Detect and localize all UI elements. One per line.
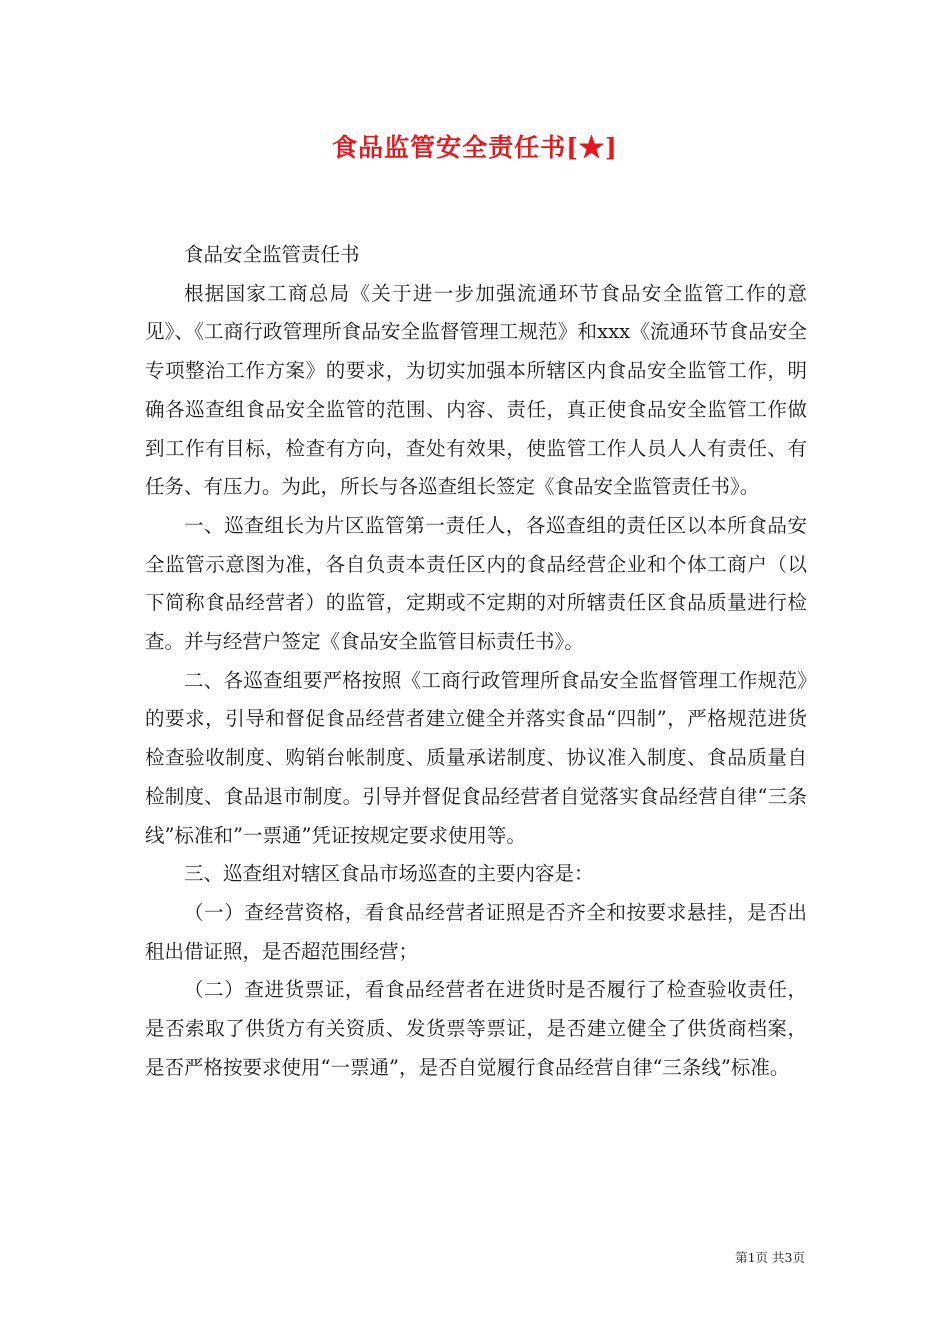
paragraph-item-2: 二、各巡查组要严格按照《工商行政管理所食品安全监督管理工作规范》的要求，引导和督促食品经营者建立健全并落实食品“四制”，严格规范进货检查验收制度、购销台帐制度、质量承诺制度、协议准入制度、食品质量自检制度、食品退市制度。引导并督促食品经营者自觉落实食品经营自律“三条线”标准和”一票通”凭证按规定要求使用等。 [145, 668, 807, 847]
paragraph-item-1: 一、巡查组长为片区监管第一责任人，各巡查组的责任区以本所食品安全监管示意图为准，各自负责本责任区内的食品经营企业和个体工商户（以下简称食品经营者）的监管，定期或不定期的对所辖责任区食品质量进行检查。并与经营户签定《食品安全监管目标责任书》。 [145, 513, 807, 654]
paragraph-subitem-1: （一）查经营资格，看食品经营者证照是否齐全和按要求悬挂，是否出租出借证照，是否超范围经营； [145, 900, 807, 963]
page-number [0, 1248, 805, 1266]
paragraph-item-3: 三、巡查组对辖区食品市场巡查的主要内容是： [184, 862, 594, 886]
page-middle: 页 共 [755, 1250, 785, 1265]
paragraph-intro: 根据国家工商总局《关于进一步加强流通环节食品安全监管工作的意见》、《工商行政管理所食品安全监督管理工规范》和xxx《流通环节食品安全专项整治工作方案》的要求，为切实加强本所辖区内食品安全监管工作，明确各巡查组食品安全监管的范围、内容、责任，真正使食品安全监管工作做到工作有目标，检查有方向，查处有效果，使监管工作人员人人有责任、有任务、有压力。为此，所长与各巡查组长签定《食品安全监管责任书》。 [145, 281, 807, 499]
page-prefix: 第 [735, 1250, 748, 1265]
document-title: 食品监管安全责任书[★] [332, 133, 618, 162]
paragraph-subitem-2: （二）查进货票证，看食品经营者在进货时是否履行了检查验收责任，是否索取了供货方有关资质、发货票等票证，是否建立健全了供货商档案，是否严格按要求使用“一票通”，是否自觉履行食品经营自律“三条线”标准。 [145, 978, 807, 1079]
paragraph-heading: 食品安全监管责任书 [184, 243, 360, 266]
page-total: 3 [784, 1250, 793, 1265]
page-current: 1 [747, 1250, 756, 1265]
page-suffix: 页 [792, 1250, 805, 1265]
document-body [145, 236, 807, 1087]
